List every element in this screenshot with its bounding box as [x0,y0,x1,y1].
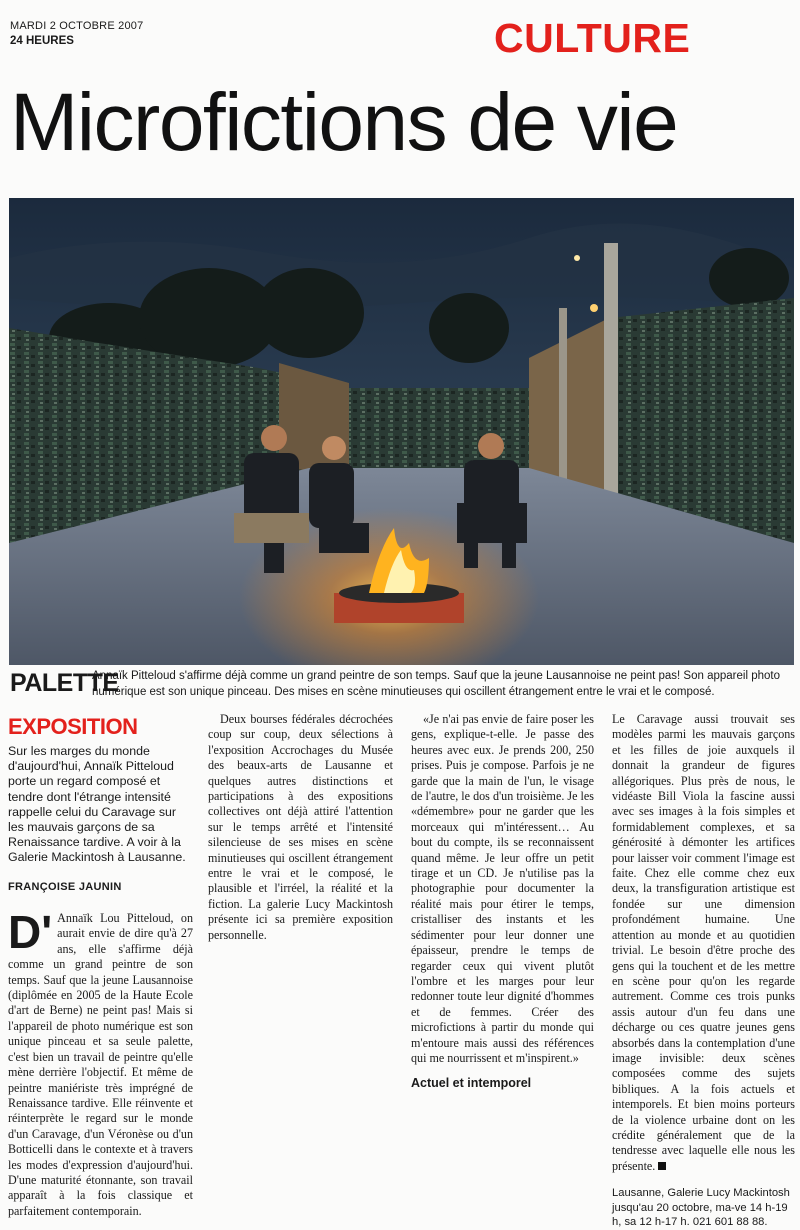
article-column-4 [612,712,795,1230]
section-rubric: CULTURE [494,15,691,61]
issue-date: MARDI 2 OCTOBRE 2007 [10,20,144,32]
article-kicker: EXPOSITION [8,714,138,739]
article-column-3 [411,712,594,1098]
article-column-2 [208,712,393,943]
end-mark-icon [658,1162,666,1170]
newspaper-name: 24 HEURES [10,35,74,47]
article-column-1 [8,712,193,1219]
campfire-scene-photo [9,198,794,665]
byline: FRANÇOISE JAUNIN [8,880,122,893]
paragraph-1: Annaïk Lou Pitteloud, on aurait envie de dire qu'à 27 ans, elle s'affirme déjà comme un grand peintre de son temps. Sauf que la jeune Lausannoise (diplômée en 2005 de la Haute Ecole d'art de Berne) ne peint pas! Mais si l'appareil de photo numérique est son unique pinceau et sa seule palette, c'est bien un travail de peintre qu'elle mène derrière l'objectif. Et même de peintre maniériste très imprégné de Renaissance tardive. Elle réinvente et réinterprète le regard sur le monde d'un Caravage, d'un Véronèse ou d'un Botticelli dans le contexte et à travers les modes d'expression d'aujourd'hui. D'une maturité étonnante, son travail apparaît à la fois classique et parfaitement contemporain. [8,911,193,1218]
paragraph-2: Deux bourses fédérales décrochées coup sur coup, deux sélections à l'exposition Accrochages du Musée des beaux-arts de Lausanne et quelques autres distinctions et participations à des expositions collectives ont déjà attiré l'attention sur le temps arrêté et l'intensité silencieuse de ses mises en scène minutieuses qui oscillent étrangement entre le vrai et le composé, le plausible et l'irréel, la réalité et la fiction. La galerie Lucy Mackintosh présente ici sa première exposition personnelle. [208,712,393,942]
article-lead: Sur les marges du monde d'aujourd'hui, Annaïk Pitteloud porte un regard composé et tendre dont l'étrange intensité rappelle celui du Caravage sur les mauvais garçons de sa Renaissance tardive. A voir à la Galerie Mackintosh à Lausanne. [8,744,186,865]
drop-cap: D' [8,906,53,959]
subheading: Actuel et intemporel [411,1076,532,1091]
headline: Microfictions de vie [10,77,678,168]
paragraph-4-text: Le Caravage aussi trouvait ses modèles parmi les mauvais garçons et les filles de joie auxquels il donnait la grandeur de figures allégoriques. Plus près de nous, le vidéaste Bill Viola la fascine aussi avec ses images à la fois simples et formidablement complexes, et sa générosité à démonter les artifices pour laisser voir comment l'image est faite. Chez elle comme chez eux deux, la transfiguration artistique est fondée sur une dimension profondément humaine. Une attention au monde et au quotidien trivial. Le besoin d'être proche des gens qui la touchent et de les mettre en scène pour qu'on les regarde autrement. Comme ces trois punks assis autour d'un feu dans une décharge ou ces quatre jeunes gens absorbés dans la contemplation d'une image invisible: deux scènes composées comme des sujets bibliques. A la fois actuels et intemporels. Et bien moins porteurs de la violence urbaine dont on les crédite généralement que de la tendresse avec laquelle elle nous les présente. [612,712,795,1173]
caption-text: Annaïk Pitteloud s'affirme déjà comme un grand peintre de son temps. Sauf que la jeune Lausannoise ne peint pas! Son appareil photo numérique est son unique pinceau. Des mises en scène minutieuses qui oscillent étrangement entre le vrai et le composé. [92,670,780,698]
paragraph-4 [612,712,795,1174]
caption-kicker: PALETTE [10,669,119,697]
paragraph-3: «Je n'ai pas envie de faire poser les gens, explique-t-elle. Je passe des heures avec eux. Je prends 200, 250 prises. Puis je compose. Parfois je ne garde que la main de l'un, le visage de l'autre, le dos d'un troisième. Je les «démembre» pour ne garder que les morceaux qui m'intéressent… Au bout du compte, ils se reconnaissent quand même. Je leur offre un petit tirage et un CD. Je n'utilise pas la photographie pour documenter la réalité mais pour étirer le temps, cristalliser des instants et les sédimenter pour leur donner une épaisseur, prendre le temps de regarder ceux qui vivent plutôt l'ombre et les marges pour leur redonner toute leur dignité d'hommes et de femmes. Créer des microfictions à partir du monde qui m'entoure mais aussi des références qui me nourrissent et m'inspirent.» [411,712,594,1065]
article-body-start [8,906,193,1219]
exhibition-info: Lausanne, Galerie Lucy Mackintosh jusqu'au 20 octobre, ma-ve 14 h-19 h, sa 12 h-17 h. 021 601 88 88. [612,1187,790,1229]
